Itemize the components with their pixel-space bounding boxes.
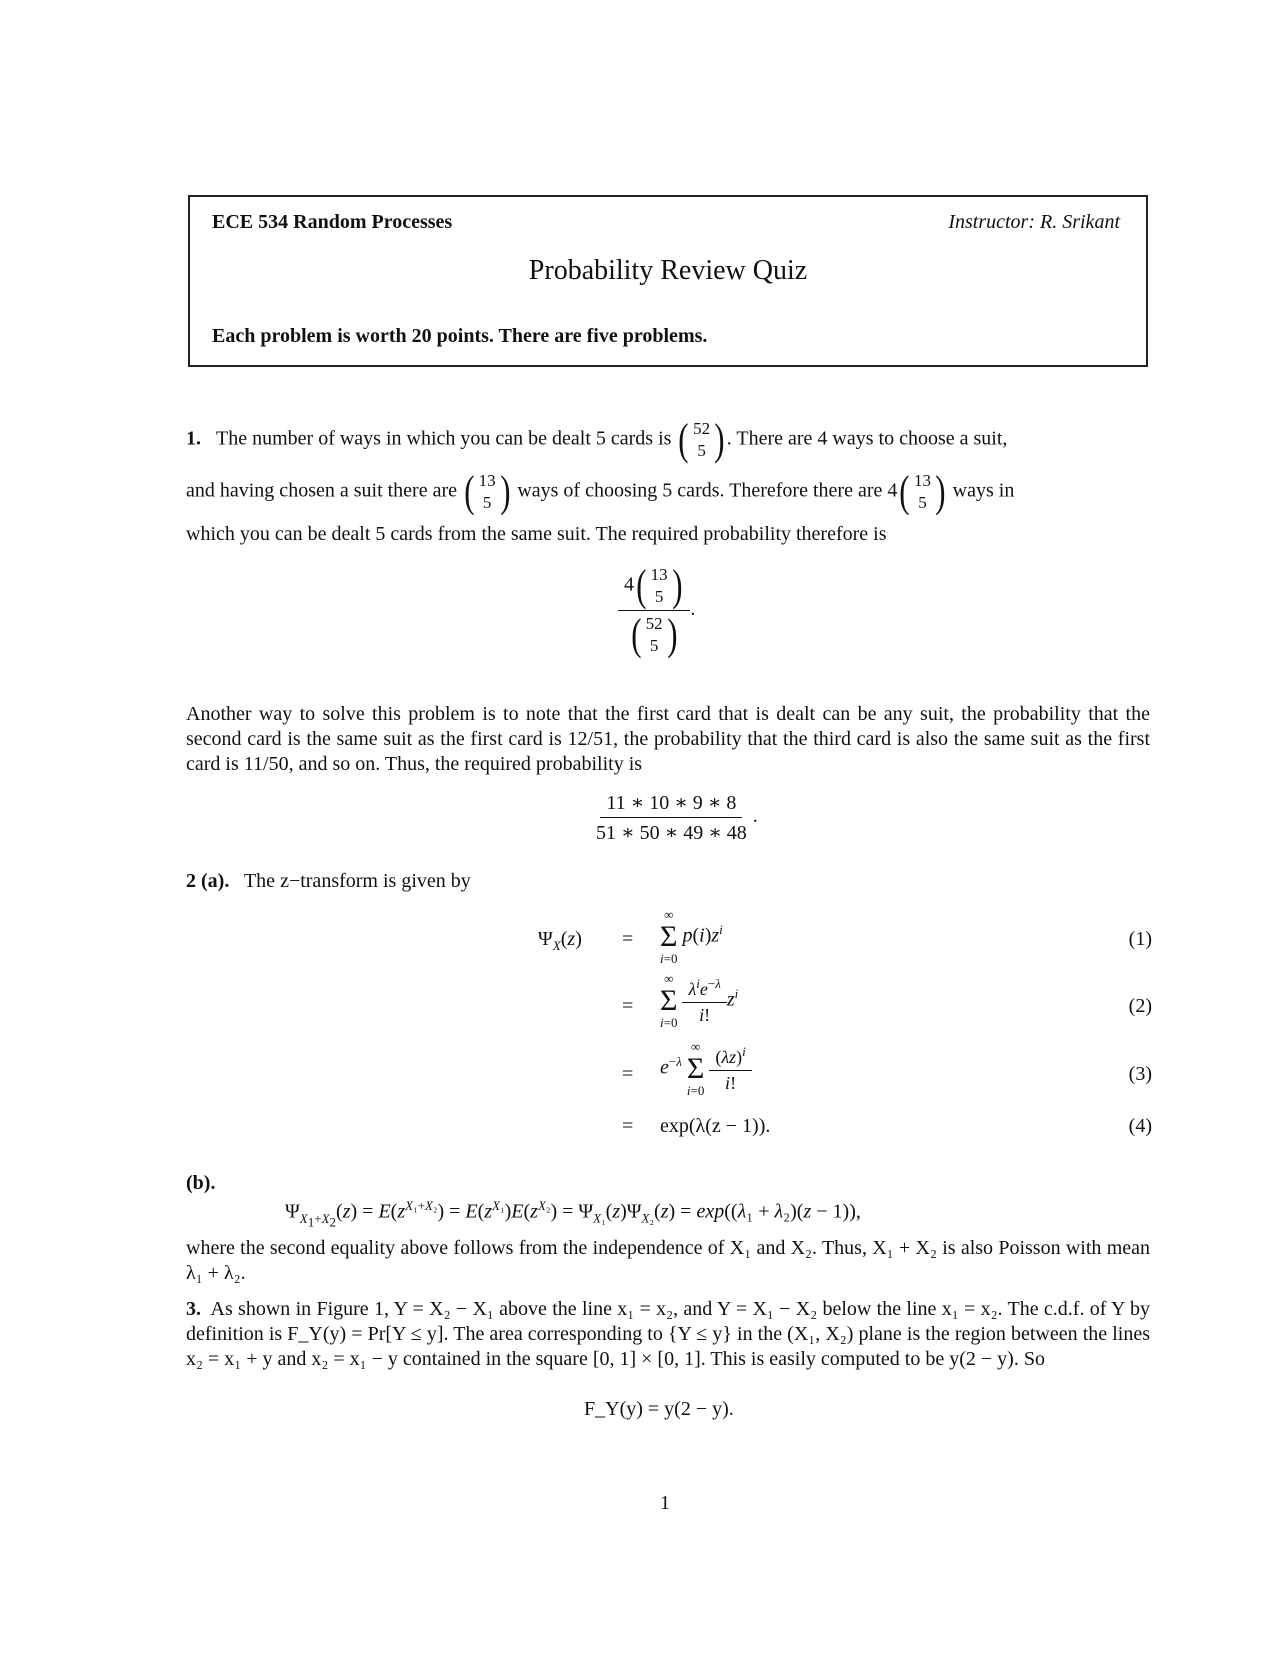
problem1-text3: and having chosen a suit there are <box>186 479 458 502</box>
page-number: 1 <box>660 1492 670 1514</box>
instructor: Instructor: R. Srikant <box>948 211 1120 233</box>
problem3-number: 3. <box>186 1298 201 1320</box>
problem1-text4: ways of choosing 5 cards. Therefore there are 4 <box>517 479 898 502</box>
problem1-line2 <box>186 467 1015 516</box>
problem1-line1 <box>186 415 1150 464</box>
problem3-paragraph <box>186 1297 1150 1372</box>
eq4-rhs: exp(λ(z − 1)). <box>660 1115 771 1137</box>
probability-fraction: 4 ( 13 5 ) ( 52 5 ) . <box>618 564 695 657</box>
problem2b-text: where the second equality above follows from the independence of X₁ and X₂. Thus, X₁ + X₂ is also Poisson with mean λ₁ + λ₂. <box>186 1237 1150 1284</box>
problem1-text1: The number of ways in which you can be dealt 5 cards is <box>216 427 672 450</box>
problem1-line3: which you can be dealt 5 cards from the same suit. The required probability therefore is <box>186 523 887 545</box>
points-note: Each problem is worth 20 points. There are five problems. <box>212 325 708 347</box>
problem1-text5: ways in <box>952 479 1015 502</box>
problem2a-label: 2 (a). <box>186 870 230 892</box>
eq4-sign: = <box>622 1115 634 1137</box>
problem1-paragraph2: Another way to solve this problem is to note that the first card that is dealt can be any suit, the probability that the second card is the same suit as the first card is 12/51, the probability that the third card is also the same suit as the first card is 11/50, and so on. Thus, the required probability is <box>186 703 1150 775</box>
eq2-sign: = <box>622 995 634 1017</box>
binom-13-5-b: ( 13 5 ) <box>899 467 946 516</box>
page-title: Probability Review Quiz <box>528 255 808 286</box>
eq3-sign: = <box>622 1063 634 1085</box>
probability-fraction-2: $\frac{11 ∗ 10 ∗ 9 ∗ 8}{51 ∗ 50 ∗ 49 ∗ 48}$ . <box>596 792 758 844</box>
problem3-text: As shown in Figure 1, Y = X₂ − X₁ above the line x₁ = x₂, and Y = X₁ − X₂ below the line x₁ = x₂. The c.d.f. of Y by definition is F_Y(y) = Pr[Y ≤ y]. The area corresponding to {Y ≤ y} in the (X₁, X₂) plane is the region between the lines x₂ = x₁ + y and x₂ = x₁ − y contained in the square [0, 1] × [0, 1]. This is easily computed to be y(2 − y). So <box>186 1298 1150 1370</box>
eq1-number: (1) <box>1128 928 1152 950</box>
eq1-sign: = <box>622 928 634 950</box>
eq3-number: (3) <box>1128 1063 1152 1085</box>
binom-52-5: ( 52 5 ) <box>678 415 725 464</box>
eq2-rhs: ∞ Σ i=0 $\frac{\lambda^ie^{-\lambda}}{i!}$ $z^i$ <box>660 971 739 1030</box>
problem2b-equation: $\Psi_{X_1+X_2}(z) = E(z^{X_1+X_2}) = E(z^{X_1})E(z^{X_2}) = \Psi_{X_1}(z)\Psi_{X_2}(z) = \exp((\lambda_1 + \lambda_2)(z - 1))$, <box>285 1198 861 1230</box>
problem2b-label: (b). <box>186 1172 216 1194</box>
course-title: ECE 534 Random Processes <box>212 211 453 233</box>
problem3-result: F_Y(y) = y(2 − y). <box>584 1398 734 1420</box>
eq1-lhs: $\Psi_X(z)$ <box>538 928 582 953</box>
problem1-text2: . There are 4 ways to choose a suit, <box>726 427 1008 450</box>
problem2a-intro: The z−transform is given by <box>243 870 471 892</box>
eq2-number: (2) <box>1128 995 1152 1017</box>
eq1-rhs: ∞ Σ i=0 $p(i)z^i$ <box>660 907 723 966</box>
problem2a-heading <box>186 870 471 893</box>
eq4-number: (4) <box>1128 1115 1152 1137</box>
problem1-number: 1. <box>186 427 201 450</box>
header-box <box>188 195 1148 367</box>
eq3-rhs: $e^{-\lambda}$ ∞ Σ i=0 $\frac{(\lambda z)^i}{i!}$ <box>660 1040 752 1098</box>
binom-13-5: ( 13 5 ) <box>464 467 511 516</box>
